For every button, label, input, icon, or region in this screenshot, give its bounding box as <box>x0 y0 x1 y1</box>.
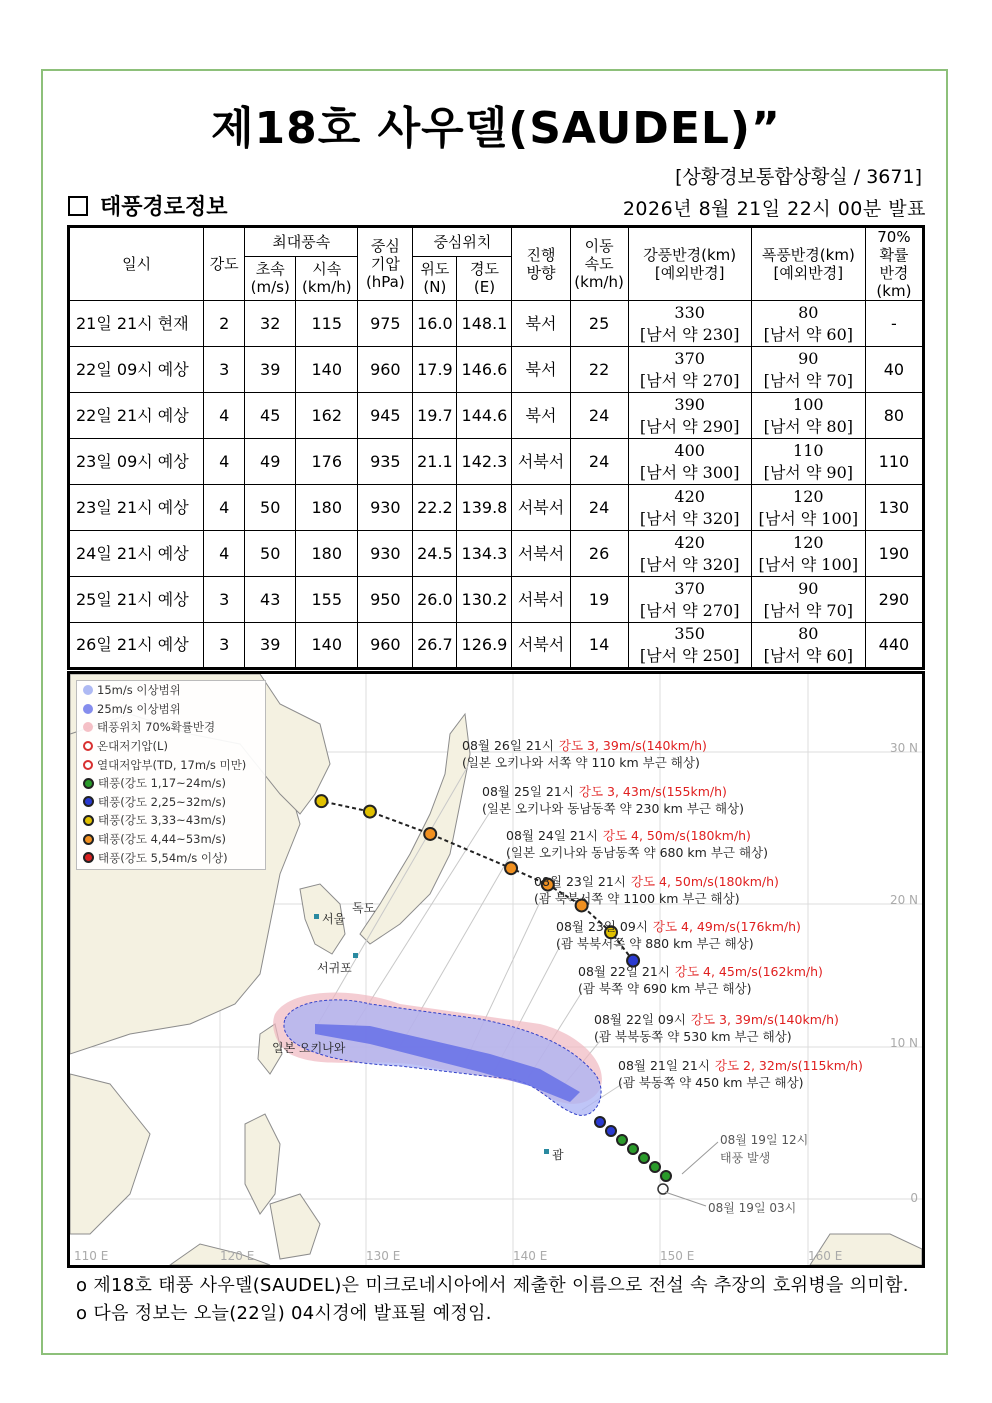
cell-pressure: 935 <box>358 439 413 485</box>
table-row <box>69 347 924 393</box>
radius-exception: [남서 약 250] <box>639 646 740 665</box>
cell-speed: 14 <box>570 623 628 669</box>
legend-item <box>77 830 265 849</box>
cell-speed: 24 <box>570 439 628 485</box>
radius-value: 120 <box>793 532 824 552</box>
extratropical-low-icon <box>83 741 93 751</box>
annotation-location: (괌 북북서쪽 약 880 km 부근 해상) <box>556 936 754 951</box>
annotation-time <box>506 828 751 843</box>
annotation-grade: 강도 3, 39m/s(140km/h) <box>558 738 707 753</box>
cell-longitude: 148.1 <box>457 301 512 347</box>
past-position-icon <box>650 1162 660 1172</box>
cell-strong-radius <box>628 393 751 439</box>
annotation-time <box>482 784 727 799</box>
annotation-time-text: 08월 24일 21시 <box>506 828 598 843</box>
cell-strong-radius <box>628 485 751 531</box>
place-seoul: 서울 <box>322 912 346 926</box>
legend-item <box>77 737 265 756</box>
annotation-time <box>594 1012 839 1027</box>
annotation-time-text: 08월 21일 21시 <box>618 1058 710 1073</box>
place-guam: 괌 <box>552 1148 564 1162</box>
typhoon-info-table <box>67 225 925 670</box>
cell-direction: 북서 <box>512 301 570 347</box>
cell-storm-radius <box>751 485 865 531</box>
annotation-grade: 강도 2, 32m/s(115km/h) <box>714 1058 863 1073</box>
cell-latitude: 24.5 <box>413 531 457 577</box>
cell-probability-radius: 130 <box>865 485 923 531</box>
legend-label: 태풍(강도 5,54m/s 이상) <box>98 850 228 865</box>
past-position-icon <box>595 1117 605 1127</box>
radius-value: 390 <box>674 394 705 414</box>
cell-longitude: 142.3 <box>457 439 512 485</box>
cell-longitude: 144.6 <box>457 393 512 439</box>
cell-wind-kmh: 176 <box>296 439 358 485</box>
header-ms: 초속 (m/s) <box>245 256 296 300</box>
radius-value: 420 <box>674 486 705 506</box>
note-line: o 다음 정보는 오늘(22일) 04시경에 발표될 예정임. <box>76 1303 492 1324</box>
legend-label: 온대저기압(L) <box>97 739 168 754</box>
cell-grade: 4 <box>204 439 245 485</box>
legend-item <box>77 811 265 830</box>
typhoon-grade4-icon <box>83 834 94 845</box>
radius-exception: [남서 약 270] <box>639 370 740 390</box>
cell-storm-radius <box>751 531 865 577</box>
radius-exception: [남서 약 100] <box>758 554 859 574</box>
annotation-grade: 강도 4, 50m/s(180km/h) <box>602 828 751 843</box>
table-row <box>69 393 924 439</box>
origin-time: 08월 19일 03시 <box>708 1201 797 1215</box>
light-blue-circle <box>83 685 93 695</box>
cell-speed: 24 <box>570 485 628 531</box>
typhoon-title: 제18호 사우델(SAUDEL)” <box>211 103 781 154</box>
typhoon-grade2-icon <box>83 796 94 807</box>
radius-value: 80 <box>798 302 819 322</box>
cell-longitude: 139.8 <box>457 485 512 531</box>
cell-storm-radius <box>751 301 865 347</box>
cell-strong-radius <box>628 623 751 669</box>
latitude-label: 20 N <box>889 893 918 907</box>
radius-value: 420 <box>674 532 705 552</box>
radius-value: 330 <box>674 302 705 322</box>
cell-pressure: 950 <box>358 577 413 623</box>
place-dokdo: 독도 <box>352 901 376 915</box>
cell-time: 21일 21시 현재 <box>69 301 204 347</box>
radius-value: 370 <box>674 578 705 598</box>
cell-probability-radius: 80 <box>865 393 923 439</box>
annotation-grade: 강도 4, 45m/s(162km/h) <box>674 964 823 979</box>
cell-storm-radius <box>751 623 865 669</box>
legend-label: 태풍(강도 2,25~32m/s) <box>98 794 227 809</box>
cell-time: 26일 21시 예상 <box>69 623 204 669</box>
cell-speed: 25 <box>570 301 628 347</box>
radius-value: 90 <box>798 578 819 598</box>
cell-wind-ms: 39 <box>245 347 296 393</box>
cell-grade: 4 <box>204 393 245 439</box>
past-position-icon <box>628 1144 638 1154</box>
note-line: o 제18호 태풍 사우델(SAUDEL)은 미크로네시아에서 제출한 이름으로 전설 속 추장의 호위병을 의미함. <box>76 1275 909 1296</box>
typhoon-position-icon <box>424 828 436 840</box>
cell-direction: 서북서 <box>512 485 570 531</box>
header-speed: 이동 속도 (km/h) <box>570 227 628 301</box>
radius-exception: [남서 약 290] <box>639 416 740 436</box>
table-row <box>69 577 924 623</box>
cell-wind-kmh: 155 <box>296 577 358 623</box>
annotation-time-text: 08월 25일 21시 <box>482 784 574 799</box>
place-okinawa: 일본 오키나와 <box>272 1041 346 1055</box>
cell-speed: 19 <box>570 577 628 623</box>
longitude-label: 120 E <box>220 1249 255 1263</box>
longitude-label: 140 E <box>513 1249 548 1263</box>
radius-exception: [남서 약 270] <box>639 600 740 620</box>
cell-storm-radius <box>751 577 865 623</box>
cell-latitude: 17.9 <box>413 347 457 393</box>
cell-wind-kmh: 162 <box>296 393 358 439</box>
seogwipo-marker <box>353 953 358 958</box>
longitude-label: 110 E <box>74 1249 109 1263</box>
checkbox-icon <box>68 196 88 216</box>
cell-probability-radius: 190 <box>865 531 923 577</box>
cell-strong-radius <box>628 531 751 577</box>
cell-storm-radius <box>751 439 865 485</box>
blue-circle <box>83 704 93 714</box>
radius-value: 370 <box>674 348 705 368</box>
cell-time: 23일 09시 예상 <box>69 439 204 485</box>
annotation-location: (일본 오키나와 서쪽 약 110 km 부근 해상) <box>462 755 700 770</box>
header-grade: 강도 <box>204 227 245 301</box>
radius-value: 80 <box>798 624 819 643</box>
cell-probability-radius: 440 <box>865 623 923 669</box>
past-position-icon <box>606 1126 616 1136</box>
longitude-label: 130 E <box>366 1249 401 1263</box>
radius-value: 350 <box>674 624 705 643</box>
header-pressure: 중심 기압 (hPa) <box>358 227 413 301</box>
cell-wind-ms: 32 <box>245 301 296 347</box>
section-heading <box>68 190 228 221</box>
tropical-depression-icon <box>83 760 93 770</box>
cell-storm-radius <box>751 393 865 439</box>
cell-speed: 22 <box>570 347 628 393</box>
table-row <box>69 531 924 577</box>
annotation-location: (괌 북동쪽 약 450 km 부근 해상) <box>618 1075 804 1090</box>
cell-grade: 4 <box>204 485 245 531</box>
radius-exception: [남서 약 320] <box>639 554 740 574</box>
cell-time: 25일 21시 예상 <box>69 577 204 623</box>
radius-value: 400 <box>674 440 705 460</box>
track-map <box>67 671 925 1268</box>
cell-wind-ms: 50 <box>245 531 296 577</box>
radius-exception: [남서 약 70] <box>763 600 853 620</box>
cell-wind-kmh: 140 <box>296 347 358 393</box>
annotation-time <box>556 919 801 934</box>
annotation-grade: 강도 4, 50m/s(180km/h) <box>630 874 779 889</box>
cell-direction: 북서 <box>512 347 570 393</box>
table-row <box>69 301 924 347</box>
annotation-location: (일본 오키나와 동남동쪽 약 230 km 부근 해상) <box>482 801 744 816</box>
table-row <box>69 439 924 485</box>
cell-probability-radius: 40 <box>865 347 923 393</box>
annotation-time-text: 08월 23일 09시 <box>556 919 648 934</box>
cell-time: 22일 09시 예상 <box>69 347 204 393</box>
radius-value: 100 <box>793 394 824 414</box>
latitude-label: 0 <box>910 1191 918 1205</box>
cell-direction: 서북서 <box>512 531 570 577</box>
cell-grade: 3 <box>204 623 245 669</box>
radius-value: 90 <box>798 348 819 368</box>
cell-latitude: 16.0 <box>413 301 457 347</box>
header-storm-radius: 폭풍반경(km) [예외반경] <box>751 227 865 301</box>
cell-strong-radius <box>628 439 751 485</box>
radius-exception: [남서 약 80] <box>763 416 853 436</box>
cell-grade: 4 <box>204 531 245 577</box>
radius-exception: [남서 약 70] <box>763 370 853 390</box>
legend-item <box>77 718 265 737</box>
typhoon-grade5-icon <box>83 852 94 863</box>
cell-direction: 서북서 <box>512 439 570 485</box>
section-title: 태풍경로정보 <box>100 195 228 220</box>
cell-wind-kmh: 115 <box>296 301 358 347</box>
cell-storm-radius <box>751 347 865 393</box>
cell-latitude: 21.1 <box>413 439 457 485</box>
latitude-label: 30 N <box>889 741 918 755</box>
table-row <box>69 485 924 531</box>
typhoon-position-icon <box>315 795 327 807</box>
cell-time: 23일 21시 예상 <box>69 485 204 531</box>
latitude-label: 10 N <box>889 1036 918 1050</box>
annotation-location: (괌 북북동쪽 약 530 km 부근 해상) <box>594 1029 792 1044</box>
cell-longitude: 126.9 <box>457 623 512 669</box>
cell-pressure: 930 <box>358 485 413 531</box>
legend-item <box>77 700 265 719</box>
radius-exception: [남서 약 60] <box>763 646 853 665</box>
radius-value: 120 <box>793 486 824 506</box>
cell-latitude: 26.7 <box>413 623 457 669</box>
cell-wind-kmh: 180 <box>296 485 358 531</box>
typhoon-grade3-icon <box>83 815 94 826</box>
place-seogwipo: 서귀포 <box>317 961 352 975</box>
issue-time: 2026년 8월 21일 22시 00분 발표 <box>622 198 926 220</box>
legend-label: 태풍위치 70%확률반경 <box>97 720 216 735</box>
legend-item <box>77 681 265 700</box>
typhoon-grade1-icon <box>83 778 94 789</box>
genesis-time: 08월 19일 12시 <box>720 1133 809 1147</box>
annotation-time <box>462 738 707 753</box>
table-body <box>69 301 924 669</box>
cell-wind-kmh: 180 <box>296 531 358 577</box>
cell-speed: 24 <box>570 393 628 439</box>
radius-exception: [남서 약 60] <box>763 324 853 344</box>
cell-grade: 2 <box>204 301 245 347</box>
header-lat: 위도 (N) <box>413 256 457 300</box>
guam-marker <box>544 1149 549 1154</box>
cell-probability-radius: - <box>865 301 923 347</box>
annotation-location: (일본 오키나와 동남동쪽 약 680 km 부근 해상) <box>506 845 768 860</box>
longitude-label: 160 E <box>808 1249 843 1263</box>
legend-label: 25m/s 이상범위 <box>97 701 181 716</box>
legend-item <box>77 774 265 793</box>
annotation-location: (괌 북북서쪽 약 1100 km 부근 해상) <box>534 891 740 906</box>
annotation-location: (괌 북쪽 약 690 km 부근 해상) <box>578 981 752 996</box>
header-max-wind: 최대풍속 <box>245 227 358 257</box>
annotation-time-text: 08월 22일 21시 <box>578 964 670 979</box>
legend-item <box>77 755 265 774</box>
annotation-time <box>534 874 779 889</box>
cell-pressure: 960 <box>358 623 413 669</box>
cell-wind-kmh: 140 <box>296 623 358 669</box>
past-position-icon <box>639 1153 649 1163</box>
typhoon-position-icon <box>505 862 517 874</box>
annotation-time-text: 08월 22일 09시 <box>594 1012 686 1027</box>
cell-wind-ms: 45 <box>245 393 296 439</box>
cell-probability-radius: 290 <box>865 577 923 623</box>
past-position-icon <box>661 1171 671 1181</box>
annotation-time <box>578 964 823 979</box>
annotation-time-text: 08월 23일 21시 <box>534 874 626 889</box>
cell-grade: 3 <box>204 347 245 393</box>
cell-time: 24일 21시 예상 <box>69 531 204 577</box>
cell-direction: 서북서 <box>512 623 570 669</box>
genesis-label: 태풍 발생 <box>720 1151 771 1165</box>
cell-longitude: 130.2 <box>457 577 512 623</box>
header-kmh: 시속 (km/h) <box>296 256 358 300</box>
annotation-grade: 강도 4, 49m/s(176km/h) <box>652 919 801 934</box>
radius-exception: [남서 약 230] <box>639 324 740 344</box>
table-header <box>69 227 924 301</box>
longitude-label: 150 E <box>660 1249 695 1263</box>
annotation-grade: 강도 3, 43m/s(155km/h) <box>578 784 727 799</box>
annotation-time <box>618 1058 863 1073</box>
legend-item <box>77 793 265 812</box>
radius-exception: [남서 약 300] <box>639 462 740 482</box>
legend-label: 15m/s 이상범위 <box>97 683 181 698</box>
cell-wind-ms: 39 <box>245 623 296 669</box>
annotation-grade: 강도 3, 39m/s(140km/h) <box>690 1012 839 1027</box>
cell-grade: 3 <box>204 577 245 623</box>
legend-item <box>77 848 265 867</box>
cell-pressure: 975 <box>358 301 413 347</box>
typhoon-position-icon <box>364 806 376 818</box>
cell-strong-radius <box>628 577 751 623</box>
office-contact: [상황경보통합상황실 / 3671] <box>675 166 922 188</box>
legend-label: 태풍(강도 1,17~24m/s) <box>98 776 227 791</box>
cell-strong-radius <box>628 347 751 393</box>
header-time: 일시 <box>69 227 204 301</box>
radius-exception: [남서 약 100] <box>758 508 859 528</box>
cell-longitude: 134.3 <box>457 531 512 577</box>
header-strong-radius: 강풍반경(km) [예외반경] <box>628 227 751 301</box>
cell-longitude: 146.6 <box>457 347 512 393</box>
cell-wind-ms: 49 <box>245 439 296 485</box>
legend-label: 태풍(강도 3,33~43m/s) <box>98 813 227 828</box>
cell-latitude: 19.7 <box>413 393 457 439</box>
legend-label: 열대저압부(TD, 17m/s 미만) <box>97 757 247 772</box>
cell-time: 22일 21시 예상 <box>69 393 204 439</box>
legend-label: 태풍(강도 4,44~53m/s) <box>98 832 227 847</box>
cell-speed: 26 <box>570 531 628 577</box>
pink-circle <box>83 722 93 732</box>
cell-pressure: 930 <box>358 531 413 577</box>
header-lon: 경도 (E) <box>457 256 512 300</box>
header-probability-radius: 70% 확률 반경 (km) <box>865 227 923 301</box>
notes <box>76 1272 909 1328</box>
cell-pressure: 945 <box>358 393 413 439</box>
header-center: 중심위치 <box>413 227 512 257</box>
annotation-time-text: 08월 26일 21시 <box>462 738 554 753</box>
cell-latitude: 22.2 <box>413 485 457 531</box>
cell-latitude: 26.0 <box>413 577 457 623</box>
radius-exception: [남서 약 90] <box>763 462 853 482</box>
cell-direction: 북서 <box>512 393 570 439</box>
cell-direction: 서북서 <box>512 577 570 623</box>
map-legend <box>76 680 266 870</box>
cell-pressure: 960 <box>358 347 413 393</box>
past-position-icon <box>617 1135 627 1145</box>
cell-wind-ms: 43 <box>245 577 296 623</box>
seoul-marker <box>314 914 319 919</box>
cell-probability-radius: 110 <box>865 439 923 485</box>
radius-exception: [남서 약 320] <box>639 508 740 528</box>
header-direction: 진행 방향 <box>512 227 570 301</box>
cell-strong-radius <box>628 301 751 347</box>
radius-value: 110 <box>793 440 824 460</box>
cell-wind-ms: 50 <box>245 485 296 531</box>
table-row <box>69 623 924 669</box>
